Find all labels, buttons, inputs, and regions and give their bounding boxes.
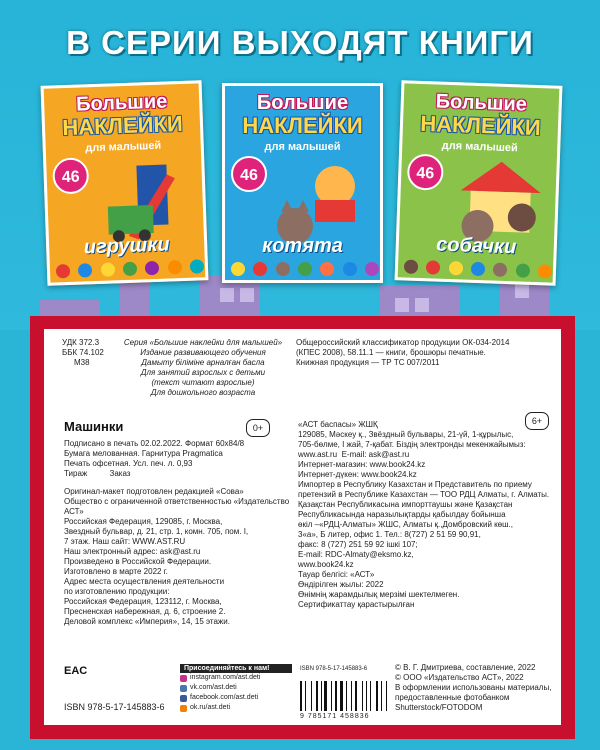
book-name: игрушки bbox=[83, 233, 170, 259]
barcode-bar bbox=[351, 681, 352, 711]
barcode-digits: 9 785171 458836 bbox=[300, 713, 370, 720]
right-imprint: «АСТ баспасы» ЖШҚ 129085, Мәскеу қ., Звёздный бульвары, 21-үй, 1-құрылыс, 705-бөлме, I жай, 7-қабат. Біздің электронды мекенжайымыз: www.ast.ru E-mail: ask@ast.ru Интернет-магазин: www.book24.kz Интернет-дүкен: www.book24.kz Импортер в Республику Казахстан и Представитель по приему претензий в Республике Казахстан — ТОО РДЦ Алматы, г. Алматы. Қазақстан Республикасына импорттаушы және Қазақстан Республикасында наразылықтарды қабылдау бойынша өкіл –«РДЦ-Алматы» ЖШС, Алматы қ.,Домбровский көш., 3«а», Б литер, офис 1. Тел.: 8(727) 2 51 59 90,91, факс: 8 (727) 251 59 92 ішкі 107; E-mail: RDC-Almaty@eksmo.kz, www.book24.kz Тауар белгісі: «АСТ» Өндірілген жылы: 2022 Өнімнің жарамдылық мерзімі шектелмеген. Сертификаттау қарастырылған bbox=[298, 420, 550, 609]
udk: УДК 372.3 bbox=[62, 338, 100, 347]
age-rating-kz-badge: 6+ bbox=[525, 412, 549, 430]
social-title: Присоединяйтесь к нам! bbox=[180, 664, 292, 673]
vk-icon bbox=[180, 685, 187, 692]
barcode-bar bbox=[335, 681, 337, 711]
ok-icon bbox=[180, 705, 187, 712]
sticker-count-badge: 46 bbox=[52, 157, 89, 194]
book-title-1: Большие bbox=[435, 90, 528, 116]
book-title-3: для малышей bbox=[264, 141, 341, 153]
barcode-bar bbox=[376, 681, 378, 711]
classifier-block: Общероссийский классификатор продукции ОК-034-2014 (КПЕС 2008), 58.11.1 — книги, брошюры печатные. Книжная продукция — ТР ТС 007/2011 bbox=[296, 338, 510, 367]
barcode-bar bbox=[316, 681, 318, 711]
social-block bbox=[180, 664, 292, 716]
social-link-ok[interactable]: ok.ru/ast.deti bbox=[180, 703, 292, 713]
book-title-1: Большие bbox=[256, 92, 349, 114]
barcode-bar bbox=[311, 681, 312, 711]
barcode bbox=[300, 675, 388, 711]
udk-block bbox=[62, 338, 104, 368]
isbn-small: ISBN 978-5-17-145883-6 bbox=[300, 666, 368, 672]
barcode-bar bbox=[355, 681, 357, 711]
headline: В СЕРИИ ВЫХОДЯТ КНИГИ bbox=[66, 24, 534, 61]
sticker-count-badge: 46 bbox=[407, 154, 444, 191]
kittens-illustration bbox=[265, 156, 375, 246]
barcode-bar bbox=[305, 681, 306, 711]
barcode-bar bbox=[381, 681, 382, 711]
book-cover-dogs[interactable] bbox=[395, 80, 563, 285]
social-link-instagram[interactable]: instagram.com/ast.deti bbox=[180, 673, 292, 683]
book-cover-kittens[interactable] bbox=[222, 83, 383, 283]
book-title-1: Большие bbox=[75, 90, 168, 116]
sticker-strip bbox=[404, 259, 552, 278]
barcode-bar bbox=[331, 681, 332, 711]
series-block: Серия «Большие наклейки для малышей» Издание развивающего обучения Дамыту біліміне арналған басла Для занятий взрослых с детьми (текст читают взрослые) Для дошкольного возраста bbox=[123, 338, 283, 397]
instagram-icon bbox=[180, 675, 187, 682]
age-rating-badge: 0+ bbox=[246, 419, 270, 437]
book-title-3: для малышей bbox=[85, 139, 162, 155]
bbk: ББК 74.102 bbox=[62, 348, 104, 357]
barcode-bar bbox=[324, 681, 327, 711]
copyright-block: © В. Г. Дмитриева, составление, 2022 © ООО «Издательство АСТ», 2022 В оформлении использованы материалы, предоставленные фотобанком Shutterstock/FOTODOM bbox=[395, 663, 552, 712]
barcode-bar bbox=[300, 681, 302, 711]
facebook-icon bbox=[180, 695, 187, 702]
barcode-bar bbox=[386, 681, 387, 711]
book-cover-toys[interactable] bbox=[41, 80, 209, 285]
barcode-bar bbox=[366, 681, 368, 711]
barcode-bar bbox=[370, 681, 371, 711]
book-title-2: НАКЛЕЙКИ bbox=[242, 113, 363, 138]
left-imprint: Подписано в печать 02.02.2022. Формат 60х84/8 Бумага мелованная. Гарнитура Pragmatica Печать офсетная. Усл. печ. л. 0,93 Тираж Заказ Оригинал-макет подготовлен редакцией «Сова» Общество с ограниченной ответственностью «Издательство АСТ» Российская Федерация, 129085, г. Москва, Звездный бульвар, д. 21, стр. 1, комн. 705, пом. I, 7 этаж. Наш сайт: WWW.AST.RU Наш электронный адрес: ask@ast.ru Произведено в Российской Федерации. Изготовлено в марте 2022 г. Адрес места осуществления деятельности по изготовлению продукции: Российская Федерация, 123112, г. Москва, Пресненская набережная, д. 6, строение 2. Деловой комплекс «Империя», 14, 15 этажи. bbox=[64, 439, 290, 626]
isbn: ISBN 978-5-17-145883-6 bbox=[64, 702, 165, 712]
sticker-count-badge: 46 bbox=[231, 156, 267, 192]
barcode-bar bbox=[346, 681, 347, 711]
book-title: Машинки bbox=[64, 419, 124, 434]
barcode-bar bbox=[321, 681, 322, 711]
barcode-bar bbox=[362, 681, 363, 711]
book-title-2: НАКЛЕЙКИ bbox=[61, 110, 184, 141]
social-link-facebook[interactable]: facebook.com/ast.deti bbox=[180, 693, 292, 703]
sticker-strip bbox=[56, 259, 204, 278]
sticker-strip bbox=[231, 262, 379, 276]
barcode-bar bbox=[340, 681, 343, 711]
social-link-vk[interactable]: vk.com/ast.deti bbox=[180, 683, 292, 693]
book-title-2: НАКЛЕЙКИ bbox=[419, 110, 542, 141]
author-code: М38 bbox=[74, 358, 90, 367]
book-name: котята bbox=[262, 235, 343, 257]
eac-mark: EAC bbox=[64, 665, 88, 677]
book-title-3: для малышей bbox=[441, 139, 518, 155]
book-name: собачки bbox=[435, 233, 517, 259]
